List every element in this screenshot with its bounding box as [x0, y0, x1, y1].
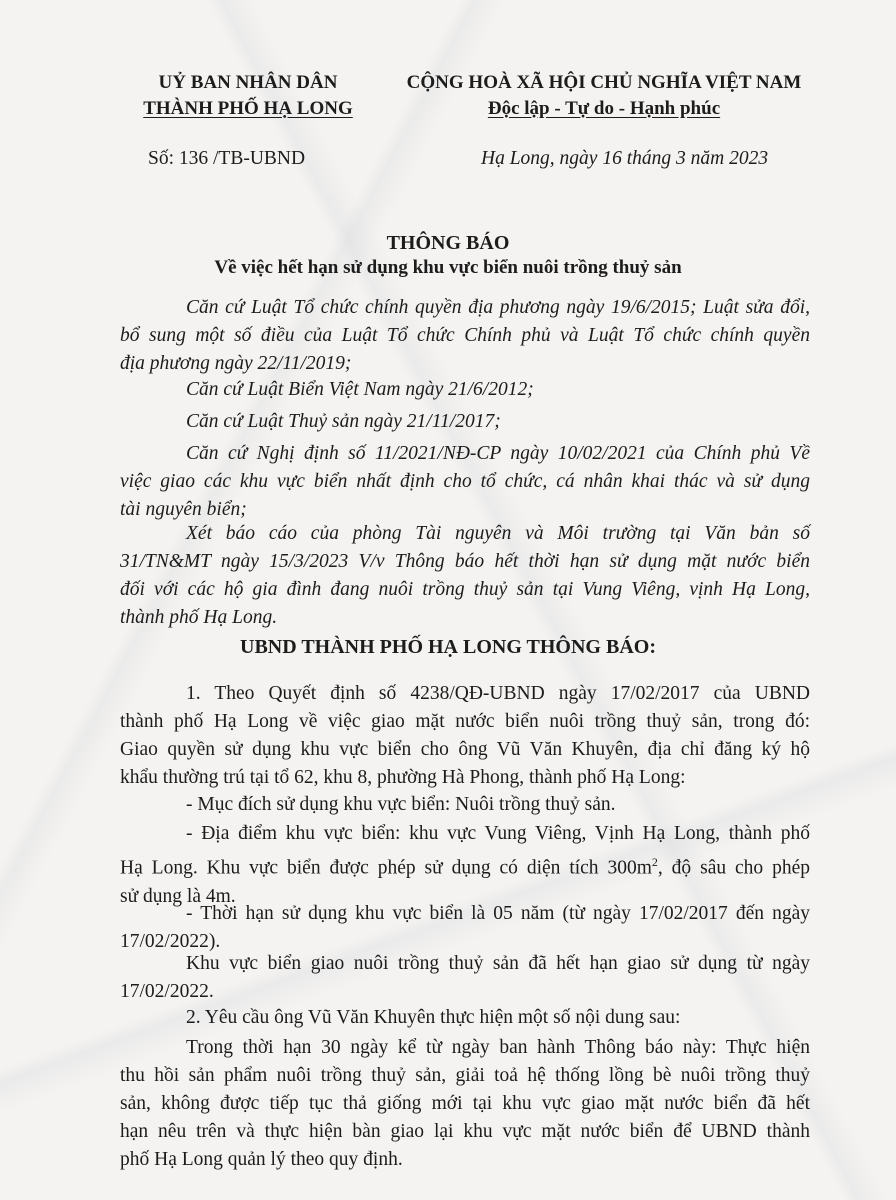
paragraph-2: 2. Yêu cầu ông Vũ Văn Khuyên thực hiện một số nội dung sau: — [186, 1007, 681, 1028]
legal-basis-3: Căn cứ Luật Thuỷ sản ngày 21/11/2017; — [186, 411, 501, 432]
paragraph-1: 1. Theo Quyết định số 4238/QĐ-UBND ngày 17/02/2017 của UBND thành phố Hạ Long về việc giao mặt nước biển nuôi trồng thuỷ sản, trong đó: Giao quyền sử dụng khu vực biển cho ông Vũ Văn Khuyên, địa chỉ đăng ký hộ khẩu thường trú tại tổ 62, khu 8, phường Hà Phong, thành phố Hạ Long: — [120, 683, 810, 788]
national-title: CỘNG HOÀ XÃ HỘI CHỦ NGHĨA VIỆT NAM — [406, 72, 802, 93]
org-name-line1: UỶ BAN NHÂN DÂN — [158, 72, 338, 93]
bullet-duration: - Thời hạn sử dụng khu vực biển là 05 năm (từ ngày 17/02/2017 đến ngày 17/02/2022). — [120, 903, 810, 952]
bullet-purpose: - Mục đích sử dụng khu vực biển: Nuôi trồng thuỷ sản. — [186, 794, 616, 815]
expiry-paragraph: Khu vực biển giao nuôi trồng thuỷ sản đã hết hạn giao sử dụng từ ngày 17/02/2022. — [120, 953, 810, 1002]
legal-basis-1: Căn cứ Luật Tổ chức chính quyền địa phương ngày 19/6/2015; Luật sửa đổi, bổ sung một số điều của Luật Tổ chức Chính phủ và Luật Tổ chức chính quyền địa phương ngày 22/11/2019; — [120, 297, 810, 374]
document-type-title: THÔNG BÁO — [386, 232, 510, 254]
place-date: Hạ Long, ngày 16 tháng 3 năm 2023 — [481, 148, 769, 169]
bullet-location: - Địa điểm khu vực biển: khu vực Vung Viêng, Vịnh Hạ Long, thành phố Hạ Long. Khu vực biển được phép sử dụng có diện tích $300m^2$, độ sâu cho phép sử dụng là 4m. — [120, 823, 810, 907]
announcement-heading: UBND THÀNH PHỐ HẠ LONG THÔNG BÁO: — [240, 636, 656, 658]
report-basis: Xét báo cáo của phòng Tài nguyên và Môi trường tại Văn bản số 31/TN&MT ngày 15/3/2023 V/v Thông báo hết thời hạn sử dụng mặt nước biển đối với các hộ gia đình đang nuôi trồng thuỷ sản tại Vung Viêng, vịnh Hạ Long, thành phố Hạ Long. — [120, 523, 810, 628]
legal-basis-2: Căn cứ Luật Biển Việt Nam ngày 21/6/2012; — [186, 379, 534, 400]
org-name-line2: THÀNH PHỐ HẠ LONG — [143, 98, 353, 119]
document-subject: Về việc hết hạn sử dụng khu vực biển nuôi trồng thuỷ sản — [214, 257, 682, 278]
document-number: Số: 136 /TB-UBND — [148, 148, 306, 169]
national-motto: Độc lập - Tự do - Hạnh phúc — [487, 98, 721, 119]
paragraph-3: Trong thời hạn 30 ngày kể từ ngày ban hành Thông báo này: Thực hiện thu hồi sản phẩm nuôi trồng thuỷ sản, giải toả hệ thống lồng bè nuôi trồng thuỷ sản, không được tiếp tục thả giống mới tại khu vực giao mặt nước biển đã hết hạn nêu trên và thực hiện bàn giao lại khu vực mặt nước biển để UBND thành phố Hạ Long quản lý theo quy định. — [120, 1037, 810, 1170]
legal-basis-4: Căn cứ Nghị định số 11/2021/NĐ-CP ngày 10/02/2021 của Chính phủ Về việc giao các khu vực biển nhất định cho tổ chức, cá nhân khai thác và sử dụng tài nguyên biển; — [120, 443, 810, 520]
